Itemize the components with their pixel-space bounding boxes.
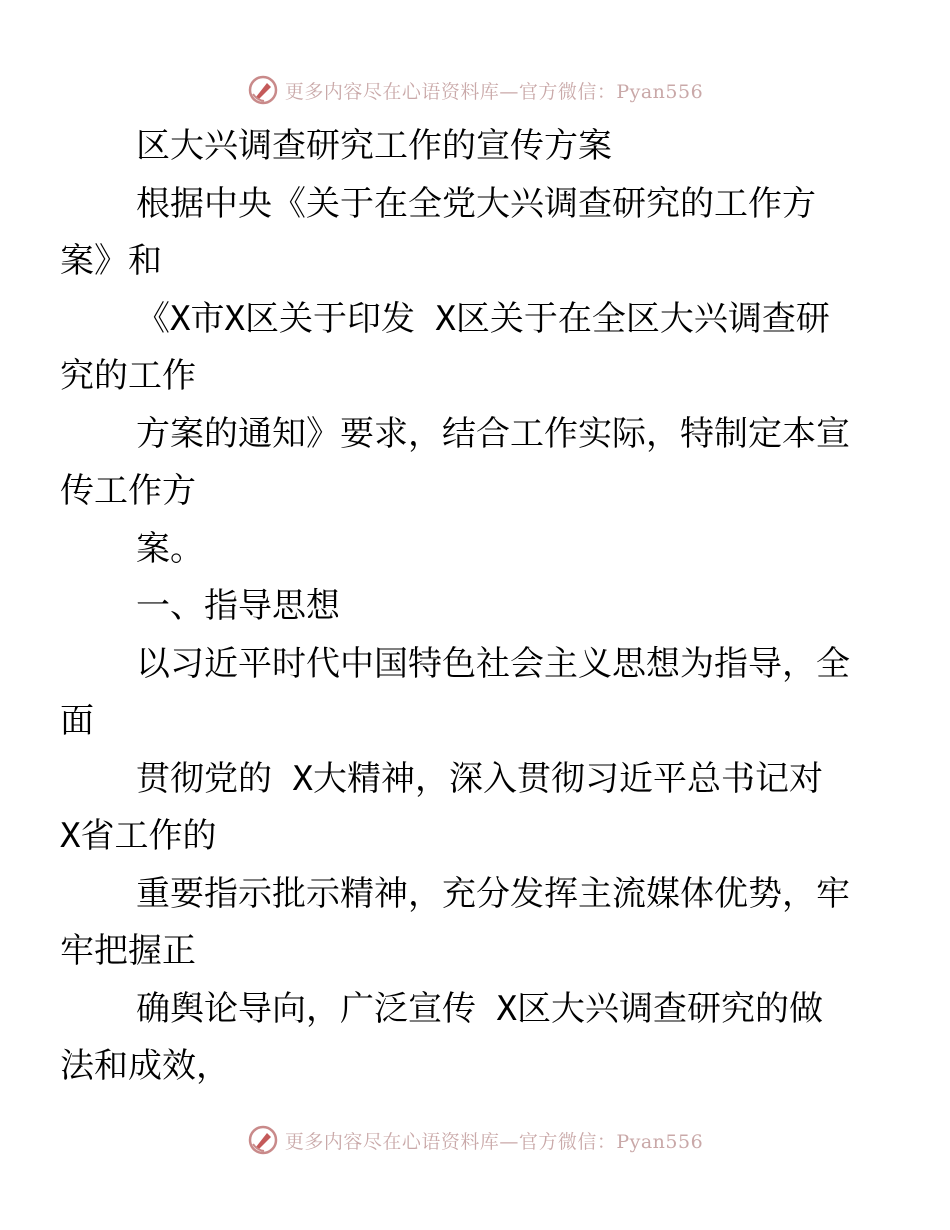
watermark-text: 更多内容尽在心语资料库—官方微信：Pyan556	[284, 80, 704, 103]
paragraph-line: 重要指示批示精神，充分发挥主流媒体优势，牢 牢把握正	[98, 866, 858, 981]
paragraph-line-wrap: X省工作的	[60, 816, 217, 856]
paragraph-line-wrap: 究的工作	[60, 356, 196, 396]
paragraph-line-wrap: 牢把握正	[60, 931, 196, 971]
paragraph-line: 确舆论导向，广泛宣传 X区大兴调查研究的做 法和成效，	[98, 981, 858, 1096]
paragraph-line-wrap: 案》和	[60, 241, 162, 281]
paragraph-line-wrap: 法和成效，	[60, 1046, 230, 1086]
paragraph-line-wrap: 面	[60, 701, 94, 741]
pen-nib-logo-icon	[247, 74, 279, 106]
paragraph-line: 根据中央《关于在全党大兴调查研究的工作方 案》和	[98, 176, 858, 291]
paragraph-line: 贯彻党的 X大精神，深入贯彻习近平总书记对 X省工作的	[98, 751, 858, 866]
pen-nib-logo-icon	[247, 1124, 279, 1156]
paragraph-line-wrap: 传工作方	[60, 471, 196, 511]
document-title: 区大兴调查研究工作的宣传方案	[136, 126, 612, 166]
paragraph-line: 以习近平时代中国特色社会主义思想为指导，全 面	[98, 636, 858, 751]
document-body	[60, 118, 858, 1096]
paragraph-line: 案。	[136, 528, 204, 569]
paragraph-line: 方案的通知》要求，结合工作实际，特制定本宣 传工作方	[98, 406, 858, 521]
paragraph-line: 《X市X区关于印发 X区关于在全区大兴调查研 究的工作	[98, 291, 858, 406]
footer-watermark	[0, 1120, 950, 1160]
section-heading: 一、指导思想	[136, 586, 340, 626]
watermark-text: 更多内容尽在心语资料库—官方微信：Pyan556	[284, 1130, 704, 1153]
header-watermark	[0, 70, 950, 110]
